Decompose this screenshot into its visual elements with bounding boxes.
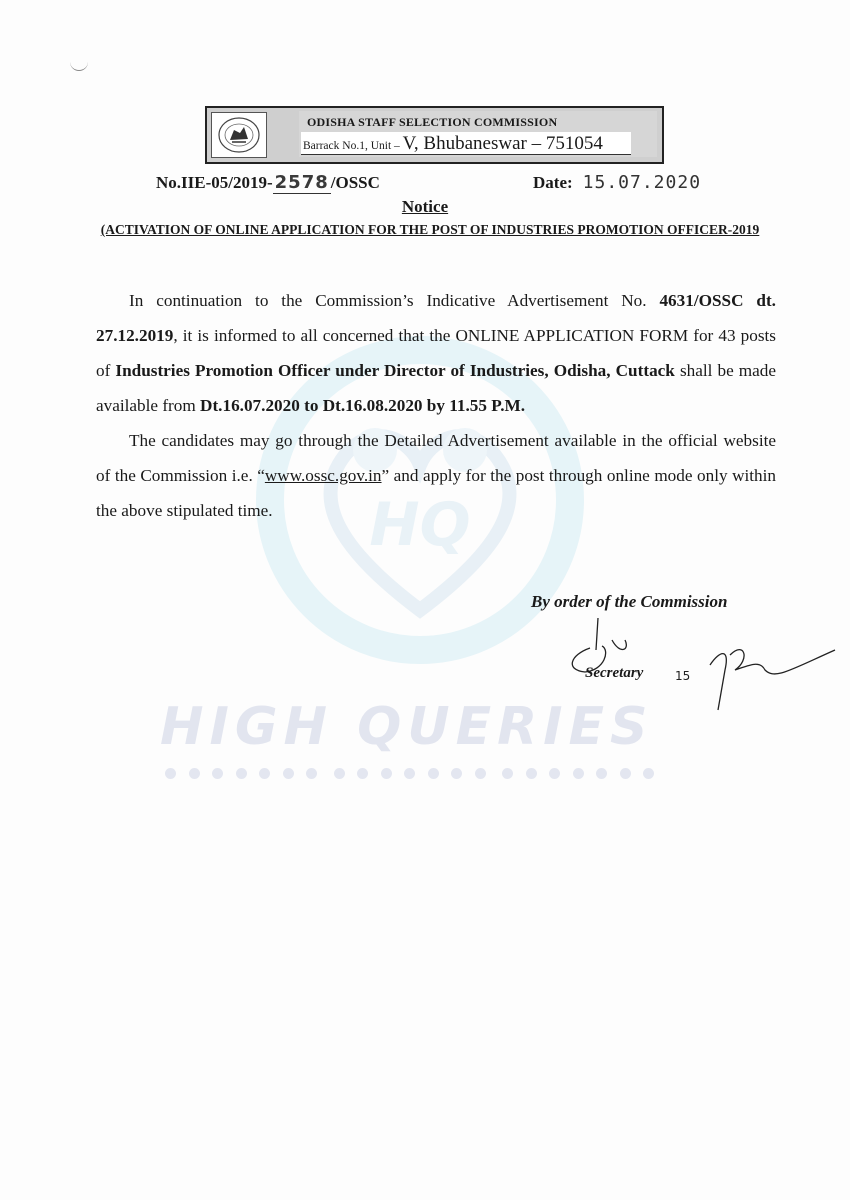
scan-mark	[70, 58, 88, 71]
notice-heading: Notice	[401, 197, 449, 216]
handwritten-date: 15.07.2020	[582, 172, 702, 193]
secretary-designation: Secretary	[585, 665, 644, 681]
notice-date	[533, 172, 701, 193]
commission-name: ODISHA STAFF SELECTION COMMISSION	[307, 115, 558, 129]
odisha-emblem-icon	[211, 112, 267, 158]
paragraph-1: In continuation to the Commission’s Indicative Advertisement No. 4631/OSSC dt. 27.12.2019, it is informed to all concerned that the ONLINE APPLICATION FORM for 43 posts of Industries Promotion Officer under Director of Industries, Odisha, Cuttack shall be made available from Dt.16.07.2020 to Dt.16.08.2020 by 11.55 P.M.	[96, 291, 776, 415]
reference-prefix: No.IIE-05/2019-	[156, 173, 273, 192]
by-order-text: By order of the Commission	[531, 592, 728, 611]
handwritten-reference-number: 2578	[274, 172, 329, 193]
watermark-logo-text: HQ	[369, 490, 471, 560]
reference-number	[156, 172, 380, 193]
address-big: V, Bhubaneswar – 751054	[402, 133, 603, 154]
notice-body	[96, 283, 776, 528]
notice-subject: (ACTIVATION OF ONLINE APPLICATION FOR THE POST OF INDUSTRIES PROMOTION OFFICER-2019	[100, 222, 760, 237]
reference-suffix: /OSSC	[330, 173, 380, 192]
address-small: Barrack No.1, Unit –	[303, 140, 403, 152]
commission-address	[301, 132, 631, 155]
signature-date: 15	[675, 669, 691, 683]
watermark-dots	[165, 766, 695, 780]
watermark-brand: HIGH QUERIES	[160, 697, 654, 757]
letterhead	[205, 106, 664, 164]
paragraph-2: The candidates may go through the Detailed Advertisement available in the official website of the Commission i.e. “www.ossc.gov.in” and apply for the post through online mode only within the above stipulated time.	[96, 431, 776, 520]
letterhead-text-box	[299, 111, 657, 157]
website-link[interactable]: www.ossc.gov.in	[264, 466, 382, 485]
date-label: Date:	[533, 173, 573, 192]
